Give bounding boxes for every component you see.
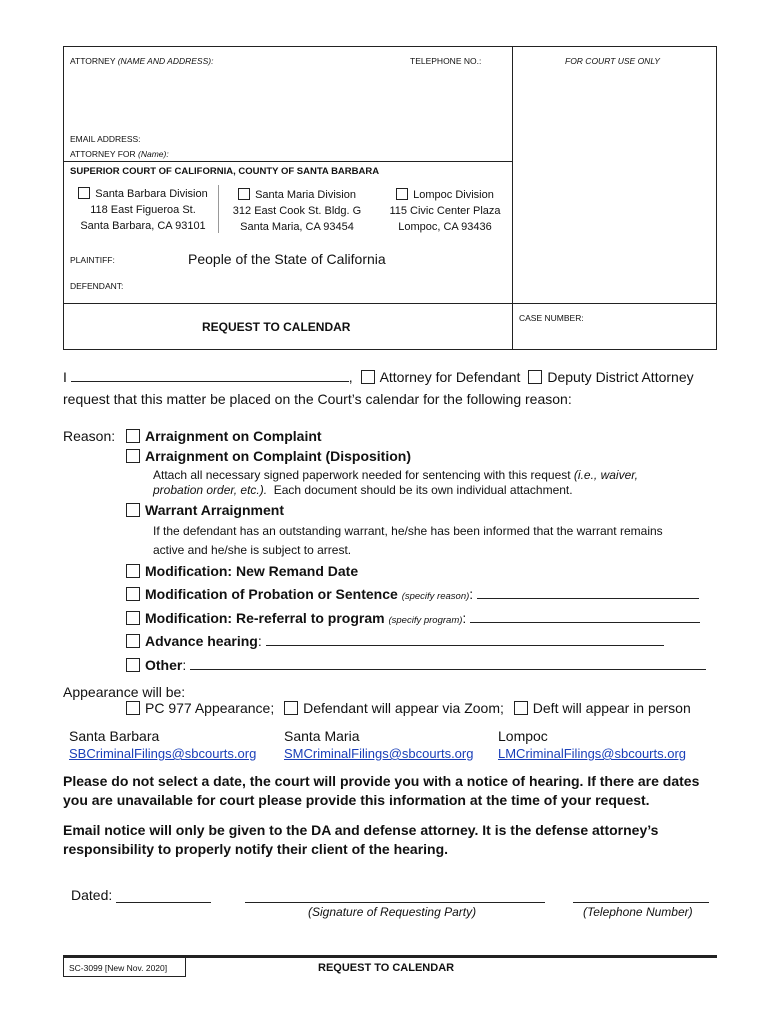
santa-maria-checkbox[interactable]: [238, 188, 250, 200]
deputy-da-checkbox[interactable]: [528, 370, 542, 384]
header-right-border: [716, 46, 717, 350]
disposition-checkbox[interactable]: [126, 449, 140, 463]
arraignment-checkbox[interactable]: [126, 429, 140, 443]
date-blank[interactable]: [116, 902, 211, 903]
email-label: EMAIL ADDRESS:: [70, 134, 141, 144]
header-top-border: [63, 46, 717, 47]
requester-line: I , Attorney for Defendant Deputy District Attorney: [63, 369, 694, 385]
zoom-checkbox[interactable]: [284, 701, 298, 715]
division-lompoc: Lompoc Division 115 Civic Center Plaza Lompoc, CA 93436: [389, 189, 501, 233]
form-id: SC-3099 [New Nov. 2020]: [69, 963, 168, 973]
signature-caption: (Signature of Requesting Party): [308, 905, 477, 919]
remand-checkbox[interactable]: [126, 564, 140, 578]
requester-name-blank[interactable]: [71, 370, 349, 382]
reason-remand: Modification: New Remand Date: [126, 563, 358, 579]
santa-barbara-checkbox[interactable]: [78, 187, 90, 199]
case-number-label: CASE NUMBER:: [519, 313, 584, 323]
reason-probation: Modification of Probation or Sentence (specify reason):: [126, 586, 699, 602]
form-id-box-left: [63, 955, 64, 977]
warrant-checkbox[interactable]: [126, 503, 140, 517]
advance-hearing-blank[interactable]: [266, 634, 664, 646]
probation-checkbox[interactable]: [126, 587, 140, 601]
contact-city-santa-barbara: Santa Barbara: [69, 728, 160, 744]
reason-warrant: Warrant Arraignment: [126, 502, 284, 518]
title-top-divider: [63, 303, 717, 304]
notice-email-line1: Email notice will only be given to the DA and defense attorney. It is the defense attorney’s: [63, 822, 659, 838]
attorney-for-label: ATTORNEY FOR (Name):: [70, 149, 169, 159]
defendant-label: DEFENDANT:: [70, 281, 124, 291]
reason-label: Reason:: [63, 428, 116, 444]
signature-blank[interactable]: [245, 902, 545, 903]
request-statement: request that this matter be placed on the Court’s calendar for the following reason:: [63, 391, 572, 407]
telephone-caption: (Telephone Number): [583, 905, 693, 919]
contact-city-santa-maria: Santa Maria: [284, 728, 360, 744]
footer-rule: [63, 955, 717, 958]
in-person-checkbox[interactable]: [514, 701, 528, 715]
other-reason-blank[interactable]: [190, 658, 706, 670]
rereferral-checkbox[interactable]: [126, 611, 140, 625]
disposition-note-line2: probation order, etc.). Each document should be its own individual attachment.: [153, 483, 573, 497]
probation-reason-blank[interactable]: [477, 587, 699, 599]
form-id-box-right: [185, 955, 186, 977]
contact-city-lompoc: Lompoc: [498, 728, 548, 744]
plaintiff-value[interactable]: People of the State of California: [188, 251, 386, 267]
reason-disposition: Arraignment on Complaint (Disposition): [126, 448, 411, 464]
warrant-note-line1: If the defendant has an outstanding warrant, he/she has been informed that the warrant remains: [153, 524, 663, 538]
rereferral-program-blank[interactable]: [470, 611, 700, 623]
footer-title: REQUEST TO CALENDAR: [318, 962, 455, 974]
warrant-note-line2: active and he/she is subject to arrest.: [153, 543, 352, 557]
appearance-label: Appearance will be:: [63, 684, 186, 700]
lompoc-checkbox[interactable]: [396, 188, 408, 200]
notice-date-line2: you are unavailable for court please provide this information at the time of your request.: [63, 792, 650, 808]
court-use-label: FOR COURT USE ONLY: [565, 56, 660, 66]
division-divider: [218, 185, 219, 233]
sm-email-link[interactable]: SMCriminalFilings@sbcourts.org: [284, 746, 474, 761]
reason-arraignment: Arraignment on Complaint: [126, 428, 322, 444]
telephone-label: TELEPHONE NO.:: [410, 56, 482, 66]
attorney-for-defendant-checkbox[interactable]: [361, 370, 375, 384]
reason-rereferral: Modification: Re-referral to program (specify program):: [126, 610, 700, 626]
attorney-label: ATTORNEY (NAME AND ADDRESS):: [70, 56, 214, 66]
notice-date-line1: Please do not select a date, the court will provide you with a notice of hearing. If there are dates: [63, 773, 700, 789]
lm-email-link[interactable]: LMCriminalFilings@sbcourts.org: [498, 746, 687, 761]
reason-other: Other:: [126, 657, 706, 673]
advance-checkbox[interactable]: [126, 634, 140, 648]
plaintiff-label: PLAINTIFF:: [70, 255, 115, 265]
form-title: REQUEST TO CALENDAR: [202, 320, 351, 334]
header-left-border: [63, 46, 64, 350]
reason-advance: Advance hearing:: [126, 633, 664, 649]
court-use-divider: [512, 46, 513, 350]
disposition-note-line1: Attach all necessary signed paperwork needed for sentencing with this request (i.e., waiver,: [153, 468, 638, 482]
header-bottom-border: [63, 349, 717, 350]
other-checkbox[interactable]: [126, 658, 140, 672]
sb-email-link[interactable]: SBCriminalFilings@sbcourts.org: [69, 746, 257, 761]
dated-label: Dated:: [71, 887, 113, 903]
form-id-box-bottom: [63, 976, 186, 977]
pc977-checkbox[interactable]: [126, 701, 140, 715]
telephone-blank[interactable]: [573, 902, 709, 903]
court-name-divider: [63, 161, 513, 162]
division-santa-maria: Santa Maria Division 312 East Cook St. Bldg. G Santa Maria, CA 93454: [232, 189, 362, 233]
appearance-options: PC 977 Appearance; Defendant will appear via Zoom; Deft will appear in person: [126, 700, 691, 716]
notice-email-line2: responsibility to properly notify their client of the hearing.: [63, 841, 449, 857]
court-name: SUPERIOR COURT OF CALIFORNIA, COUNTY OF SANTA BARBARA: [70, 166, 380, 177]
division-santa-barbara: Santa Barbara Division 118 East Figueroa St. Santa Barbara, CA 93101: [68, 186, 218, 234]
